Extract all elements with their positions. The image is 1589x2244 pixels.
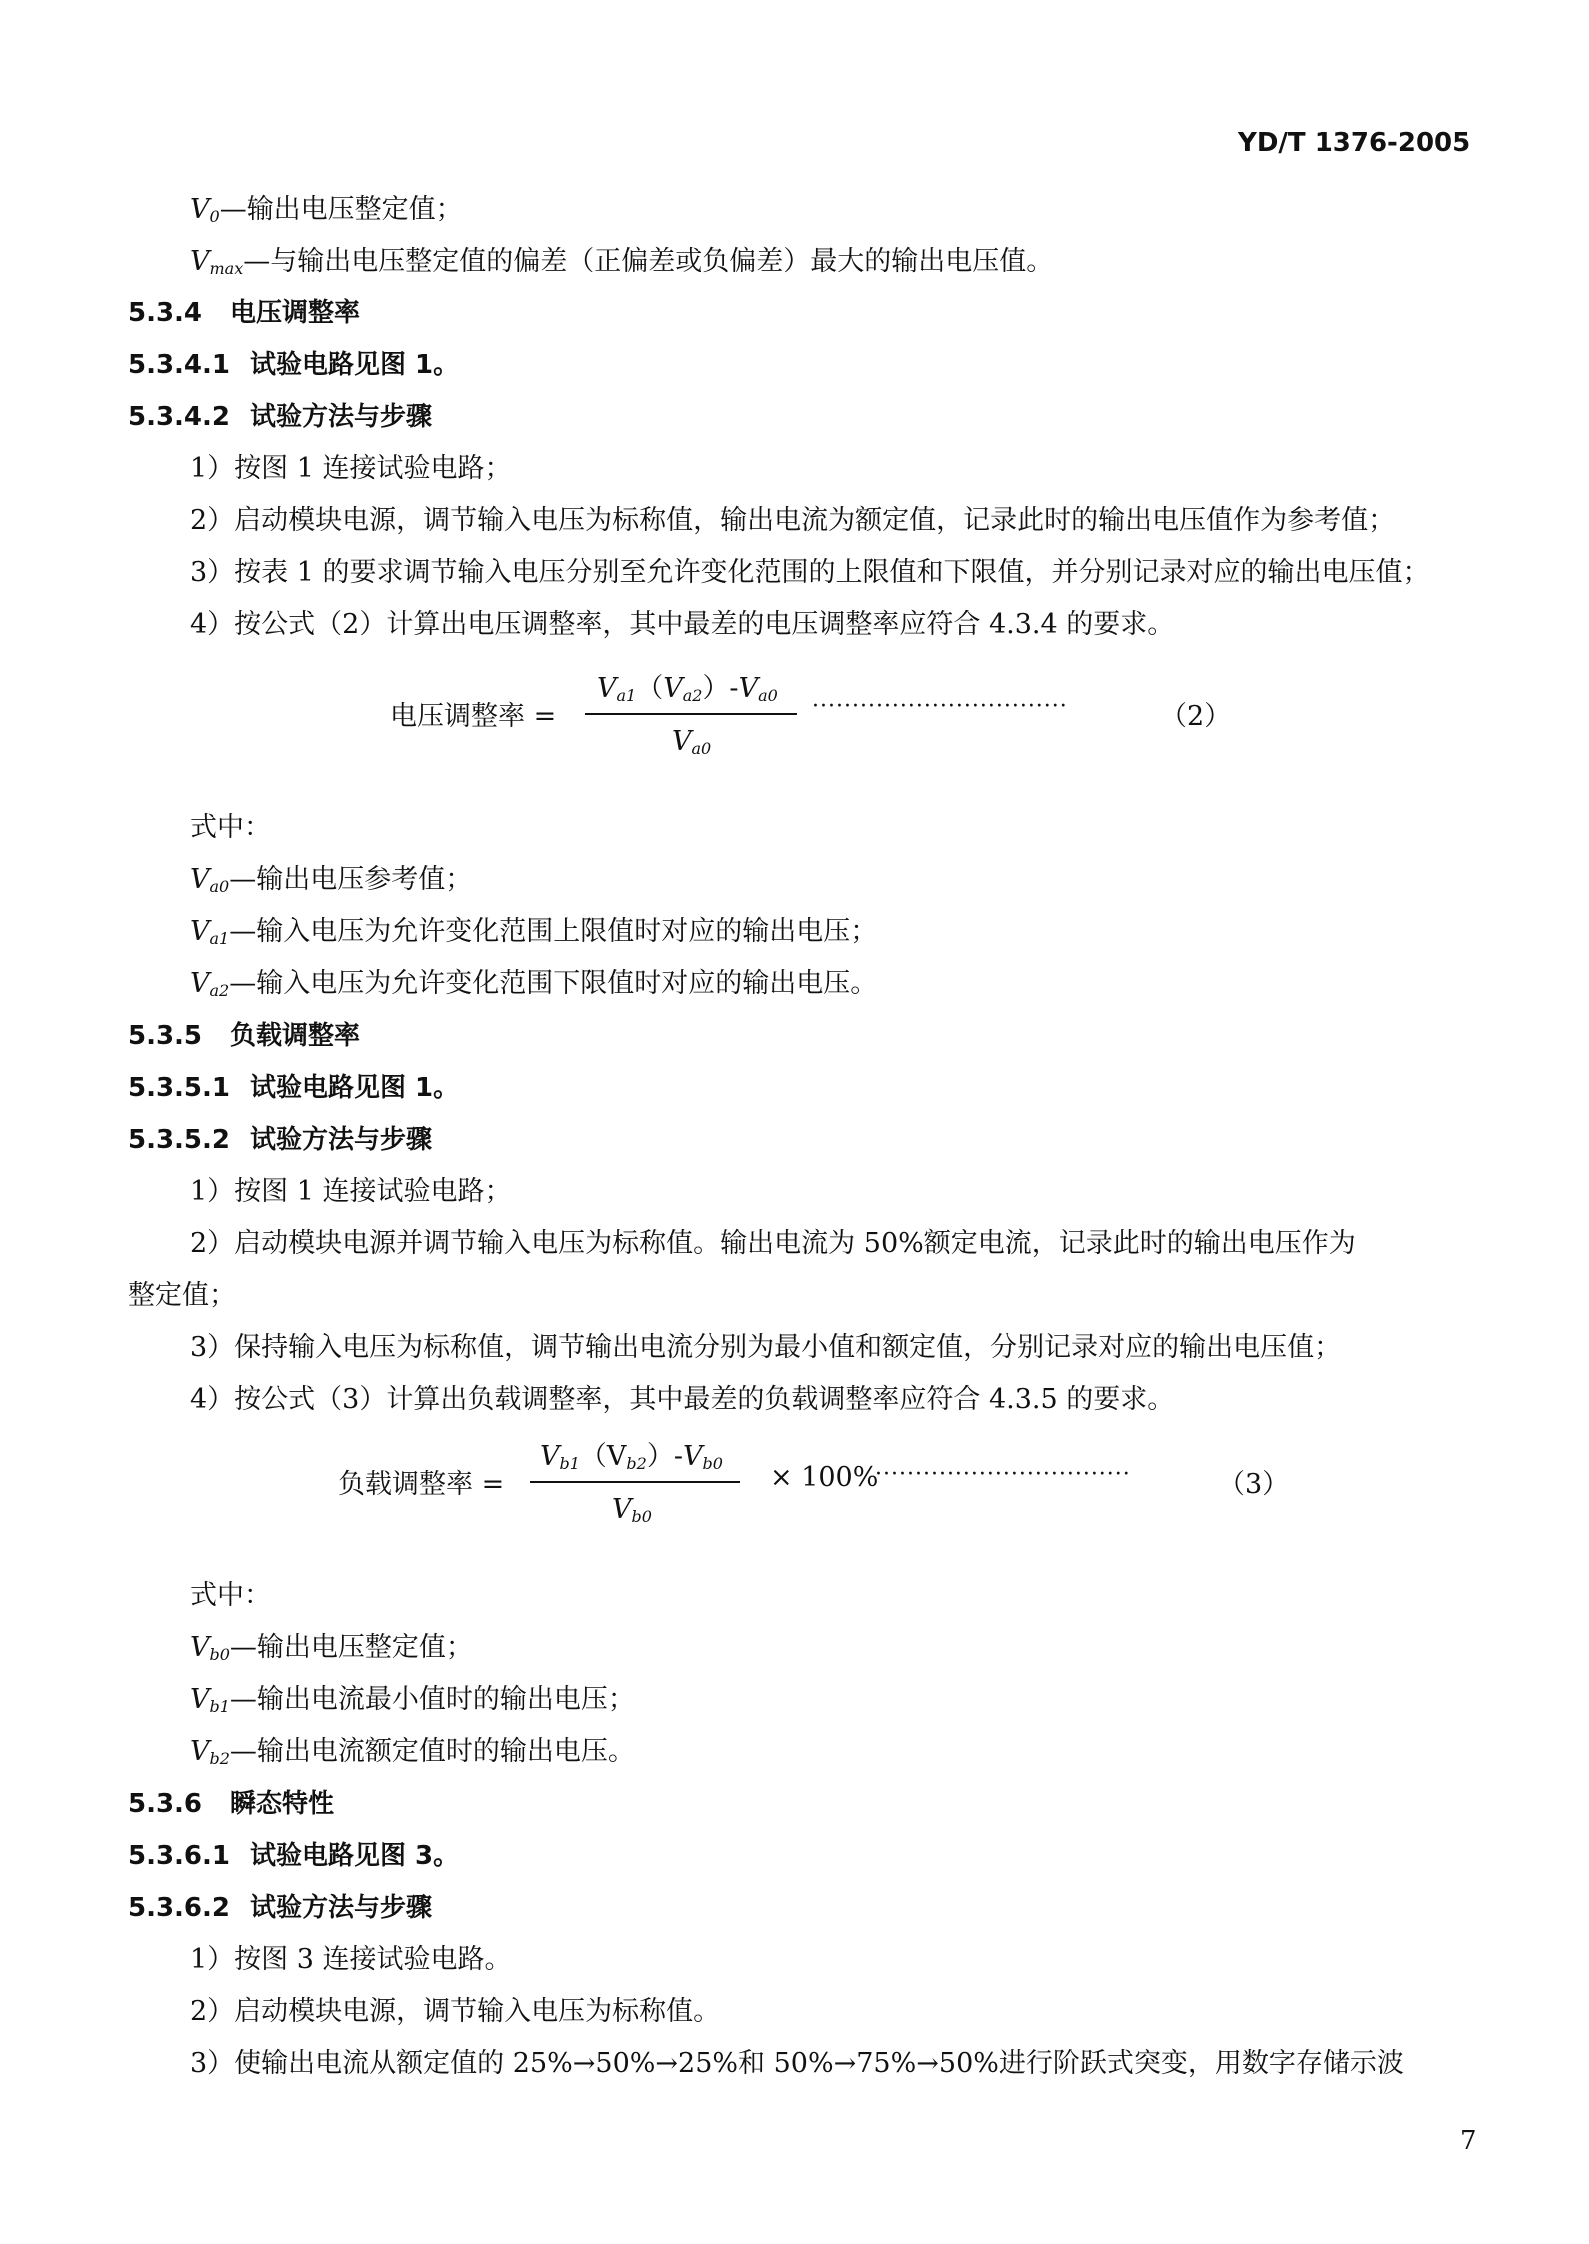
definition-text: —与输出电压整定值的偏差（正偏差或负偏差）最大的输出电压值。	[243, 246, 1054, 277]
section-heading-5-3-5	[128, 1016, 360, 1056]
where-item: $V_{a1}—$输入电压为允许变化范围上限值时对应的输出电压；	[190, 916, 878, 948]
where-item: $V_{b0}—$输出电压整定值；	[190, 1632, 473, 1664]
step-item: 3）使输出电流从额定值的 25%→50%→25%和 50%→75%→50%进行阶跃式突变，用数字存储示波	[190, 2048, 1404, 2079]
step-item: 3）按表 1 的要求调节输入电压分别至允许变化范围的上限值和下限值，并分别记录对应的输出电压值；	[190, 557, 1430, 588]
subscript: max	[209, 259, 244, 278]
section-number: 5.3.5.2	[128, 1125, 230, 1155]
page-number: 7	[1460, 2126, 1477, 2156]
section-number: 5.3.5	[128, 1021, 203, 1051]
section-number: 5.3.4	[128, 298, 203, 328]
definition-v0	[190, 190, 463, 230]
section-heading-5-3-6	[128, 1784, 334, 1824]
formula-numerator: $V_{b1}(V_{b2})-V_{b0}$	[540, 1441, 723, 1473]
section-heading-5-3-4	[128, 293, 360, 333]
section-title: 电压调整率	[230, 298, 361, 328]
formula-multiplier: × 100%	[770, 1462, 879, 1493]
section-title: 试验电路见图 3。	[250, 1841, 460, 1871]
section-title: 试验方法与步骤	[250, 1893, 433, 1923]
step-item: 2）启动模块电源，调节输入电压为标称值。	[190, 1996, 721, 2027]
section-heading-5-3-4-2	[128, 397, 432, 437]
where-title: 式中：	[190, 812, 271, 843]
section-heading-5-3-5-2	[128, 1120, 432, 1160]
section-number: 5.3.4.1	[128, 350, 230, 380]
formula-label: 电压调整率 =	[390, 701, 557, 732]
leader-dots: ································	[875, 1462, 1131, 1487]
where-title: 式中：	[190, 1580, 271, 1611]
section-title: 试验方法与步骤	[250, 402, 433, 432]
where-item: $V_{a0}—$输出电压参考值；	[190, 864, 473, 896]
step-item: 1）按图 1 连接试验电路；	[190, 1176, 512, 1207]
formula-denominator: $V_{b0}$	[612, 1494, 652, 1526]
step-item: 2）启动模块电源，调节输入电压为标称值，输出电流为额定值，记录此时的输出电压值作为参考值；	[190, 505, 1396, 536]
section-heading-5-3-6-2	[128, 1888, 432, 1928]
standard-code: YD/T 1376-2005	[1238, 128, 1471, 158]
section-number: 5.3.6.1	[128, 1841, 230, 1871]
fraction-bar	[530, 1481, 740, 1483]
step-item: 2）启动模块电源并调节输入电压为标称值。输出电流为 50%额定电流，记录此时的输出电压作为	[190, 1228, 1356, 1259]
section-title: 瞬态特性	[230, 1789, 335, 1819]
formula-denominator: $V_{a0}$	[672, 726, 712, 758]
section-title: 试验电路见图 1。	[250, 1073, 460, 1103]
section-title: 试验方法与步骤	[250, 1125, 433, 1155]
definition-text: —输出电压整定值；	[219, 194, 463, 225]
step-item-continued: 整定值；	[128, 1280, 236, 1311]
step-item: 1）按图 3 连接试验电路。	[190, 1944, 512, 1975]
subscript: 0	[209, 207, 220, 226]
fraction-bar	[585, 713, 797, 715]
where-item: $V_{b1}—$输出电流最小值时的输出电压；	[190, 1684, 635, 1716]
formula-numerator: $V_{a1}(V_{a2})-V_{a0}$	[597, 673, 778, 705]
leader-dots: ································	[812, 694, 1068, 719]
symbol: V	[190, 246, 210, 277]
section-heading-5-3-6-1	[128, 1836, 459, 1876]
formula-number: （3）	[1218, 1469, 1290, 1500]
where-item: $V_{b2}—$输出电流额定值时的输出电压。	[190, 1736, 635, 1768]
section-number: 5.3.4.2	[128, 402, 230, 432]
where-item: $V_{a2}—$输入电压为允许变化范围下限值时对应的输出电压。	[190, 968, 878, 1000]
step-item: 3）保持输入电压为标称值，调节输出电流分别为最小值和额定值，分别记录对应的输出电压值；	[190, 1332, 1342, 1363]
section-title: 负载调整率	[230, 1021, 361, 1051]
section-heading-5-3-4-1	[128, 345, 459, 385]
formula-label: 负载调整率 =	[338, 1469, 505, 1500]
section-number: 5.3.6.2	[128, 1893, 230, 1923]
section-number: 5.3.5.1	[128, 1073, 230, 1103]
section-title: 试验电路见图 1。	[250, 350, 460, 380]
step-item: 4）按公式（2）计算出电压调整率，其中最差的电压调整率应符合 4.3.4 的要求。	[190, 609, 1175, 640]
formula-number: （2）	[1160, 701, 1232, 732]
symbol: V	[190, 194, 210, 225]
section-number: 5.3.6	[128, 1789, 203, 1819]
definition-vmax	[190, 242, 1053, 282]
step-item: 1）按图 1 连接试验电路；	[190, 453, 512, 484]
step-item: 4）按公式（3）计算出负载调整率，其中最差的负载调整率应符合 4.3.5 的要求。	[190, 1384, 1175, 1415]
section-heading-5-3-5-1	[128, 1068, 459, 1108]
